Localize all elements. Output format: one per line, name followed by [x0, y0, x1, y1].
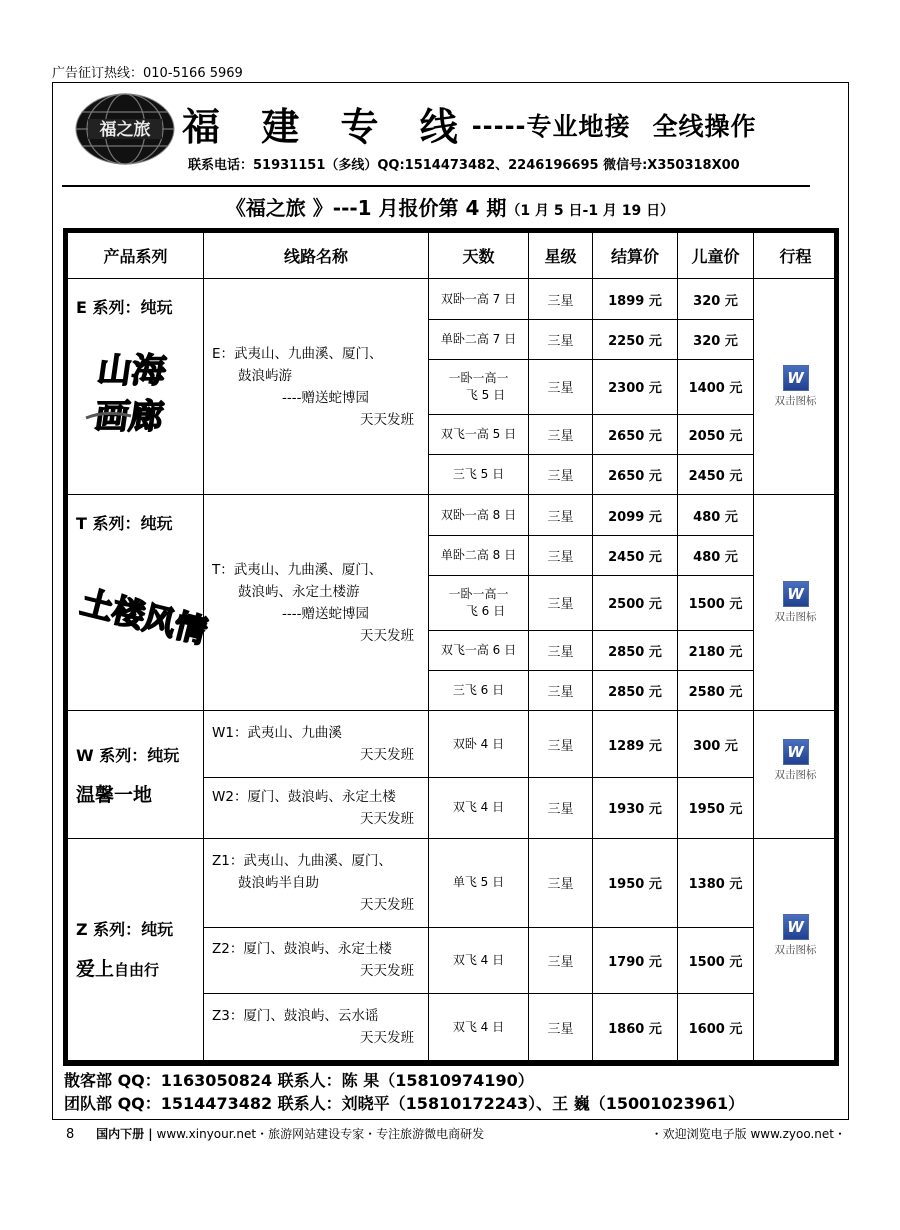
page-footer-bar	[66, 1125, 846, 1142]
star-cell: 三星	[529, 630, 593, 670]
star-cell: 三星	[529, 778, 593, 839]
child-price-cell: 480 元	[678, 495, 754, 535]
itinerary-doc-e[interactable]	[775, 365, 817, 408]
days-line2: 飞 5 日	[465, 387, 506, 402]
series-t-route	[204, 495, 429, 711]
itinerary-cell-t	[754, 495, 838, 711]
route-cell	[204, 927, 429, 994]
series-e-cell	[68, 279, 204, 495]
route-line1: W1：武夷山、九曲溪	[212, 725, 342, 742]
itinerary-cell-z	[754, 838, 838, 1060]
col-header-star: 星级	[529, 233, 593, 279]
itinerary-cell-e	[754, 279, 838, 495]
word-document-icon[interactable]: W	[783, 914, 809, 940]
price-cell: 2650 元	[593, 414, 678, 454]
doc-label: 双击图标	[774, 611, 817, 624]
col-header-days: 天数	[429, 233, 529, 279]
price-cell: 2500 元	[593, 576, 678, 631]
headline-slogan-2: 全线操作	[652, 112, 757, 141]
series-t-brush-text: 土楼风情	[77, 583, 211, 652]
series-t-route-line1: T：武夷山、九曲溪、厦门、	[212, 561, 383, 578]
series-z-tagline-small: 自由行	[114, 961, 160, 980]
headline	[182, 96, 757, 151]
series-w-cell	[68, 711, 204, 838]
word-document-icon[interactable]: W	[783, 581, 809, 607]
logo-text: 福之旅	[99, 120, 151, 140]
star-cell: 三星	[529, 279, 593, 319]
word-document-icon[interactable]: W	[783, 365, 809, 391]
child-price-cell: 2180 元	[678, 630, 754, 670]
price-cell: 2099 元	[593, 495, 678, 535]
star-cell: 三星	[529, 495, 593, 535]
footer-right-text[interactable]: ・欢迎浏览电子版 www.zyoo.net・	[650, 1127, 846, 1141]
globe-logo	[74, 92, 176, 166]
series-e-route-line2: 鼓浪屿游	[238, 367, 292, 384]
route-line2: 鼓浪屿半自助	[238, 874, 319, 891]
price-table	[67, 232, 838, 1061]
days-cell	[429, 576, 529, 631]
child-price-cell: 2450 元	[678, 455, 754, 495]
itinerary-doc-t[interactable]	[775, 581, 817, 624]
issue-date-range: （1 月 5 日-1 月 19 日）	[506, 203, 675, 219]
col-header-price: 结算价	[593, 233, 678, 279]
route-daily: 天天发班	[360, 1030, 414, 1047]
star-cell: 三星	[529, 414, 593, 454]
star-cell: 三星	[529, 360, 593, 415]
contact-info: 联系电话：51931151（多线）QQ:1514473482、2246196695 微信号:X350318X00	[188, 158, 740, 173]
series-e-brush-line1: 山海	[94, 351, 169, 392]
itinerary-doc-z[interactable]	[775, 914, 817, 957]
route-line1: Z3：厦门、鼓浪屿、云水谣	[212, 1008, 379, 1025]
price-cell: 2650 元	[593, 455, 678, 495]
child-price-cell: 1500 元	[678, 927, 754, 994]
price-cell: 2300 元	[593, 360, 678, 415]
header-divider	[62, 185, 810, 187]
route-daily: 天天发班	[360, 963, 414, 980]
doc-label: 双击图标	[774, 943, 817, 956]
col-header-child-price: 儿童价	[678, 233, 754, 279]
table-header-row	[68, 233, 838, 279]
child-price-cell: 480 元	[678, 535, 754, 575]
days-cell: 三飞 6 日	[429, 671, 529, 711]
star-cell: 三星	[529, 535, 593, 575]
series-t-route-line2: 鼓浪屿、永定土楼游	[238, 583, 360, 600]
child-price-cell: 1380 元	[678, 838, 754, 927]
star-cell: 三星	[529, 838, 593, 927]
route-cell	[204, 994, 429, 1061]
child-price-cell: 2580 元	[678, 671, 754, 711]
series-e-route-line1: E：武夷山、九曲溪、厦门、	[212, 345, 383, 362]
footer-retail-contact: 散客部 QQ：1163050824 联系人：陈 果（15810974190）	[64, 1071, 534, 1090]
route-line1: Z2：厦门、鼓浪屿、永定土楼	[212, 941, 392, 958]
star-cell: 三星	[529, 671, 593, 711]
col-header-itinerary: 行程	[754, 233, 838, 279]
child-price-cell: 1400 元	[678, 360, 754, 415]
table-row	[68, 495, 838, 535]
price-cell: 2450 元	[593, 535, 678, 575]
series-w-tagline: 温馨一地	[76, 783, 153, 806]
star-cell: 三星	[529, 455, 593, 495]
headline-slogan: 专业地接	[526, 112, 631, 141]
days-cell: 双飞 4 日	[429, 927, 529, 994]
route-cell	[204, 711, 429, 778]
section-name: 国内下册 |	[96, 1127, 153, 1141]
days-cell: 单卧二高 7 日	[429, 319, 529, 359]
days-cell: 双飞一高 5 日	[429, 414, 529, 454]
series-e-route	[204, 279, 429, 495]
series-z-name: Z 系列：纯玩	[76, 920, 174, 940]
days-cell: 双飞一高 6 日	[429, 630, 529, 670]
price-cell: 1899 元	[593, 279, 678, 319]
series-z-cell	[68, 838, 204, 1060]
route-cell	[204, 838, 429, 927]
series-e-daily: 天天发班	[360, 411, 414, 428]
col-header-series: 产品系列	[68, 233, 204, 279]
days-cell: 双卧一高 8 日	[429, 495, 529, 535]
series-t-name: T 系列：纯玩	[76, 514, 173, 534]
word-document-icon[interactable]: W	[783, 739, 809, 765]
ad-hotline: 广告征订热线：010-5166 5969	[52, 66, 243, 81]
days-cell: 双飞 4 日	[429, 778, 529, 839]
price-cell: 1790 元	[593, 927, 678, 994]
child-price-cell: 320 元	[678, 319, 754, 359]
price-cell: 2850 元	[593, 630, 678, 670]
col-header-route: 线路名称	[204, 233, 429, 279]
days-line1: 一卧一高一	[448, 586, 509, 601]
series-t-cell	[68, 495, 211, 711]
series-t-brush-calligraphy	[76, 556, 211, 676]
child-price-cell: 2050 元	[678, 414, 754, 454]
days-cell: 三飞 5 日	[429, 455, 529, 495]
headline-title: 福 建 专 线	[182, 105, 472, 149]
star-cell: 三星	[529, 319, 593, 359]
star-cell: 三星	[529, 927, 593, 994]
days-line1: 一卧一高一	[448, 370, 509, 385]
itinerary-doc-w[interactable]	[775, 739, 817, 782]
price-cell: 1289 元	[593, 711, 678, 778]
price-cell: 1950 元	[593, 838, 678, 927]
doc-label: 双击图标	[774, 769, 817, 782]
table-row	[68, 279, 838, 319]
series-w-name: W 系列：纯玩	[76, 745, 180, 765]
issue-title	[0, 192, 900, 221]
days-cell	[429, 360, 529, 415]
child-price-cell: 1500 元	[678, 576, 754, 631]
series-z-tagline	[76, 954, 197, 981]
series-z-tagline-big: 爱上	[76, 958, 115, 981]
child-price-cell: 300 元	[678, 711, 754, 778]
route-daily: 天天发班	[360, 896, 414, 913]
table-row	[68, 711, 838, 778]
issue-title-text: 《福之旅 》---1 月报价第 4 期	[225, 196, 507, 220]
child-price-cell: 1950 元	[678, 778, 754, 839]
headline-dash: -----	[471, 112, 527, 140]
page-number: 8	[66, 1127, 75, 1142]
days-cell: 双卧一高 7 日	[429, 279, 529, 319]
series-t-daily: 天天发班	[360, 627, 414, 644]
series-e-gift: ----赠送蛇博园	[282, 389, 369, 406]
child-price-cell: 320 元	[678, 279, 754, 319]
series-e-brush-calligraphy	[76, 340, 186, 440]
price-cell: 2250 元	[593, 319, 678, 359]
itinerary-cell-w	[754, 711, 838, 838]
days-line2: 飞 6 日	[465, 603, 506, 618]
route-line1: Z1：武夷山、九曲溪、厦门、	[212, 852, 392, 869]
price-cell: 1930 元	[593, 778, 678, 839]
days-cell: 双卧 4 日	[429, 711, 529, 778]
star-cell: 三星	[529, 576, 593, 631]
route-daily: 天天发班	[360, 747, 414, 764]
route-daily: 天天发班	[360, 810, 414, 827]
price-cell: 2850 元	[593, 671, 678, 711]
footer-left-text[interactable]: www.xinyour.net・旅游网站建设专家・专注旅游微电商研发	[156, 1127, 485, 1141]
route-cell	[204, 778, 429, 839]
days-cell: 单卧二高 8 日	[429, 535, 529, 575]
series-t-gift: ----赠送蛇博园	[282, 605, 369, 622]
series-e-name: E 系列：纯玩	[76, 298, 173, 318]
price-cell: 1860 元	[593, 994, 678, 1061]
series-e-brush-line2: 画廊	[92, 397, 166, 438]
days-cell: 双飞 4 日	[429, 994, 529, 1061]
star-cell: 三星	[529, 711, 593, 778]
price-table-box	[63, 228, 839, 1066]
days-cell: 单飞 5 日	[429, 838, 529, 927]
star-cell: 三星	[529, 994, 593, 1061]
child-price-cell: 1600 元	[678, 994, 754, 1061]
table-row	[68, 838, 838, 927]
route-line1: W2：厦门、鼓浪屿、永定土楼	[212, 788, 396, 805]
footer-group-contact: 团队部 QQ：1514473482 联系人：刘晓平（15810172243）、王 巍（15001023961）	[64, 1094, 745, 1113]
doc-label: 双击图标	[774, 395, 817, 408]
